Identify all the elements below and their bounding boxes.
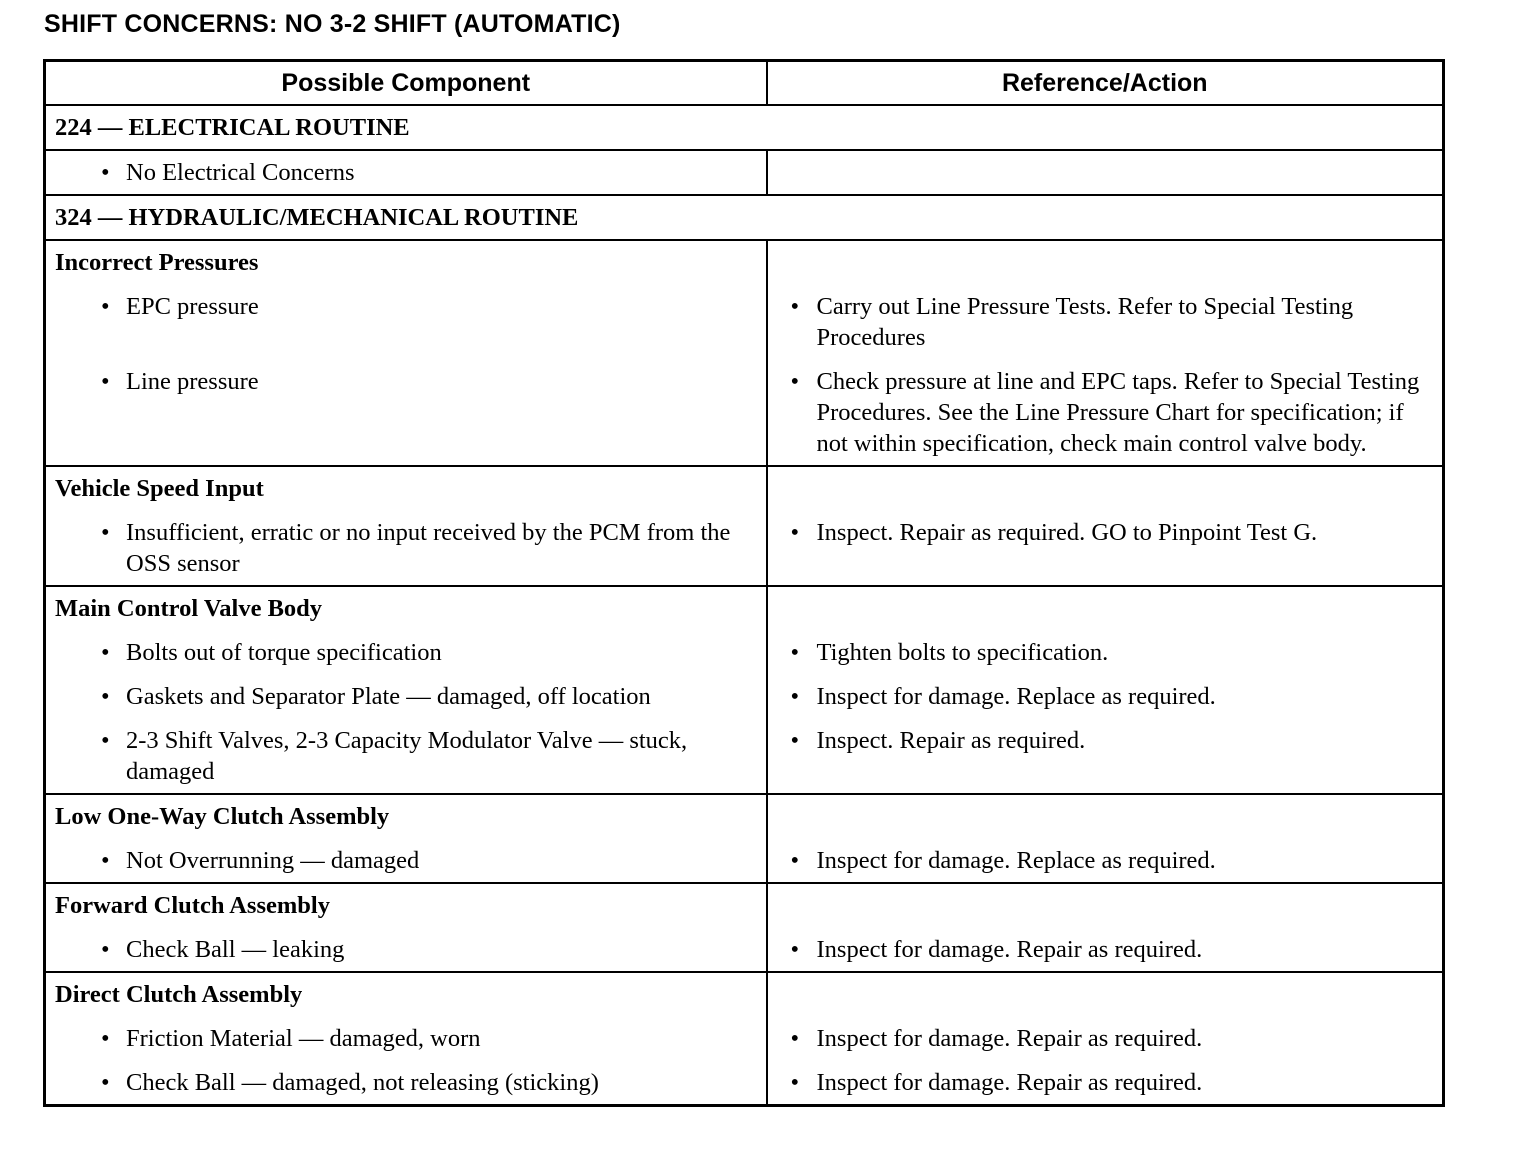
bullet: • — [790, 727, 800, 754]
component-text: 2-3 Shift Valves, 2-3 Capacity Modulator Valve — stuck, damaged — [126, 727, 688, 785]
bullet: • — [101, 683, 110, 710]
routine-heading-hydraulic: 324 — HYDRAULIC/MECHANICAL ROUTINE — [45, 195, 1444, 240]
list-item — [777, 725, 1435, 787]
spacer — [777, 473, 1435, 504]
section-title: Low One-Way Clutch Assembly — [55, 803, 390, 830]
list-item — [777, 1023, 1435, 1054]
bullet: • — [790, 519, 800, 546]
component-cell — [45, 240, 767, 466]
component-cell — [45, 150, 767, 195]
component-text: Insufficient, erratic or no input received by the PCM from the OSS sensor — [126, 519, 731, 577]
bullet: • — [790, 293, 800, 320]
component-text: Gaskets and Separator Plate — damaged, off location — [126, 683, 651, 710]
action-cell — [767, 972, 1444, 1106]
column-header-component: Possible Component — [45, 61, 767, 106]
list-item — [777, 681, 1435, 712]
list-item — [777, 637, 1435, 668]
component-text: Check Ball — leaking — [126, 936, 345, 963]
component-cell — [45, 794, 767, 883]
list-item — [55, 517, 758, 579]
action-cell — [767, 794, 1444, 883]
list-item — [55, 1023, 758, 1054]
spacer — [777, 247, 1435, 278]
list-item — [777, 291, 1435, 353]
bullet: • — [790, 639, 800, 666]
section-row-incorrect-pressures — [45, 240, 1444, 466]
routine-heading-electrical: 224 — ELECTRICAL ROUTINE — [45, 105, 1444, 150]
list-item — [777, 934, 1435, 965]
page-title: SHIFT CONCERNS: NO 3-2 SHIFT (AUTOMATIC) — [44, 10, 621, 38]
header-row — [45, 61, 1444, 106]
section-row-vehicle-speed-input — [45, 466, 1444, 586]
action-text: Check pressure at line and EPC taps. Refer to Special Testing Procedures. See the Line Pressure Chart for specification; if not within specification, check main control valve body. — [816, 368, 1420, 457]
component-text: Bolts out of torque specification — [126, 639, 442, 666]
spacer — [777, 593, 1435, 624]
section-row-forward-clutch — [45, 883, 1444, 972]
list-item — [55, 157, 758, 188]
action-cell — [767, 883, 1444, 972]
action-text: Inspect for damage. Repair as required. — [816, 936, 1203, 963]
spacer — [777, 979, 1435, 1010]
section-title: Incorrect Pressures — [55, 249, 259, 276]
bullet: • — [101, 368, 110, 395]
section-title: Vehicle Speed Input — [55, 475, 264, 502]
bullet: • — [101, 847, 110, 874]
list-item — [55, 291, 758, 353]
section-row-direct-clutch — [45, 972, 1444, 1106]
bullet: • — [101, 1069, 110, 1096]
diagnosis-table — [43, 59, 1445, 1107]
component-text: Friction Material — damaged, worn — [126, 1025, 481, 1052]
action-cell — [767, 150, 1444, 195]
list-item — [777, 845, 1435, 876]
list-item — [777, 517, 1435, 579]
list-item — [55, 934, 758, 965]
action-text: Carry out Line Pressure Tests. Refer to Special Testing Procedures — [816, 293, 1354, 351]
component-text: EPC pressure — [126, 293, 259, 320]
routine-row-electrical — [45, 105, 1444, 150]
component-cell — [45, 586, 767, 794]
component-text: Check Ball — damaged, not releasing (sticking) — [126, 1069, 599, 1096]
list-item — [55, 681, 758, 712]
section-row-main-control-valve-body — [45, 586, 1444, 794]
component-cell — [45, 466, 767, 586]
action-text: Inspect for damage. Replace as required. — [816, 683, 1216, 710]
bullet: • — [101, 519, 110, 546]
component-cell — [45, 883, 767, 972]
action-text: Tighten bolts to specification. — [816, 639, 1109, 666]
action-text: Inspect for damage. Repair as required. — [816, 1025, 1203, 1052]
section-row-low-one-way-clutch — [45, 794, 1444, 883]
bullet: • — [790, 847, 800, 874]
list-item — [777, 366, 1435, 459]
component-cell — [45, 972, 767, 1106]
routine-row-hydraulic — [45, 195, 1444, 240]
bullet: • — [101, 727, 110, 754]
bullet: • — [790, 1025, 800, 1052]
spacer — [777, 890, 1435, 921]
bullet: • — [101, 936, 110, 963]
bullet: • — [790, 683, 800, 710]
list-item — [55, 1067, 758, 1098]
column-header-action: Reference/Action — [767, 61, 1444, 106]
list-item — [777, 1067, 1435, 1098]
bullet: • — [790, 368, 800, 395]
bullet: • — [101, 1025, 110, 1052]
action-cell — [767, 240, 1444, 466]
component-text: Line pressure — [126, 368, 259, 395]
component-text: Not Overrunning — damaged — [126, 847, 420, 874]
section-title: Main Control Valve Body — [55, 595, 323, 622]
bullet: • — [790, 936, 800, 963]
spacer — [777, 801, 1435, 832]
bullet: • — [101, 639, 110, 666]
action-cell — [767, 586, 1444, 794]
action-text: Inspect for damage. Replace as required. — [816, 847, 1216, 874]
component-text: No Electrical Concerns — [126, 159, 355, 186]
section-title: Direct Clutch Assembly — [55, 981, 303, 1008]
bullet: • — [790, 1069, 800, 1096]
section-title: Forward Clutch Assembly — [55, 892, 330, 919]
table-row — [45, 150, 1444, 195]
action-cell — [767, 466, 1444, 586]
list-item — [55, 725, 758, 787]
action-text: Inspect. Repair as required. GO to Pinpoint Test G. — [816, 519, 1318, 546]
action-text: Inspect for damage. Repair as required. — [816, 1069, 1203, 1096]
bullet: • — [101, 293, 110, 320]
list-item — [55, 366, 758, 459]
list-item — [55, 637, 758, 668]
list-item — [55, 845, 758, 876]
action-text: Inspect. Repair as required. — [816, 727, 1086, 754]
bullet: • — [101, 159, 110, 186]
